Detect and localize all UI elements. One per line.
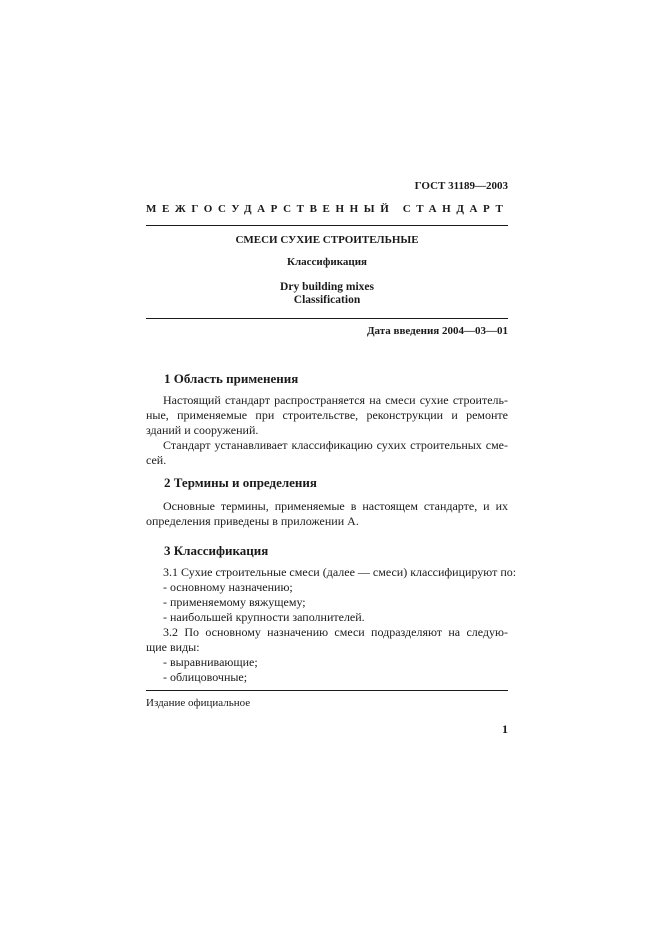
subtitle-ru: Классификация bbox=[287, 256, 367, 268]
text-line: Стандарт устанавливает классификацию сухих строительных сме- bbox=[163, 438, 508, 452]
text-line: щие виды: bbox=[146, 640, 200, 654]
section-2-heading: 2 Термины и определения bbox=[164, 475, 317, 490]
text-line: Настоящий стандарт распространяется на смеси сухие строитель- bbox=[163, 393, 508, 407]
intro-date: Дата введения 2004—03—01 bbox=[366, 325, 508, 337]
section-1-paragraph-2 bbox=[146, 438, 508, 468]
text-line: ные, применяемые при строительстве, реконструкции и ремонте bbox=[146, 408, 508, 422]
edition-note: Издание официальное bbox=[146, 697, 251, 709]
title-en-main: Dry building mixes bbox=[280, 281, 374, 293]
footer-rule bbox=[146, 690, 508, 691]
page-number: 1 bbox=[502, 722, 508, 736]
text-line: 3.2 По основному назначению смеси подразделяют на следую- bbox=[163, 625, 508, 639]
text-line: 3.1 Сухие строительные смеси (далее — смеси) классифицируют по: bbox=[163, 565, 517, 579]
text-line: определения приведены в приложении А. bbox=[146, 514, 359, 528]
list-item: - облицовочные; bbox=[163, 670, 248, 684]
top-rule bbox=[146, 225, 508, 226]
title-bottom-rule bbox=[146, 318, 508, 319]
title-ru: СМЕСИ СУХИЕ СТРОИТЕЛЬНЫЕ bbox=[235, 234, 419, 246]
text-line: сей. bbox=[146, 453, 167, 467]
list-item: - основному назначению; bbox=[163, 580, 293, 594]
section-1-heading: 1 Область применения bbox=[164, 371, 299, 386]
text-line: Основные термины, применяемые в настоящем стандарте, и их bbox=[163, 499, 508, 513]
title-en bbox=[146, 281, 508, 307]
title-en-sub: Classification bbox=[293, 294, 361, 306]
section-1-paragraph-1 bbox=[146, 393, 508, 438]
text-line: зданий и сооружений. bbox=[146, 423, 259, 437]
standard-type-heading: МЕЖГОСУДАРСТВЕННЫЙ СТАНДАРТ bbox=[146, 203, 509, 215]
list-item: - наибольшей крупности заполнителей. bbox=[163, 610, 365, 624]
section-3-body bbox=[146, 565, 517, 685]
section-3-heading: 3 Классификация bbox=[164, 543, 269, 558]
list-item: - применяемому вяжущему; bbox=[163, 595, 306, 609]
list-item: - выравнивающие; bbox=[163, 655, 258, 669]
gost-code: ГОСТ 31189—2003 bbox=[414, 180, 508, 192]
section-2-paragraph-1 bbox=[146, 499, 508, 529]
